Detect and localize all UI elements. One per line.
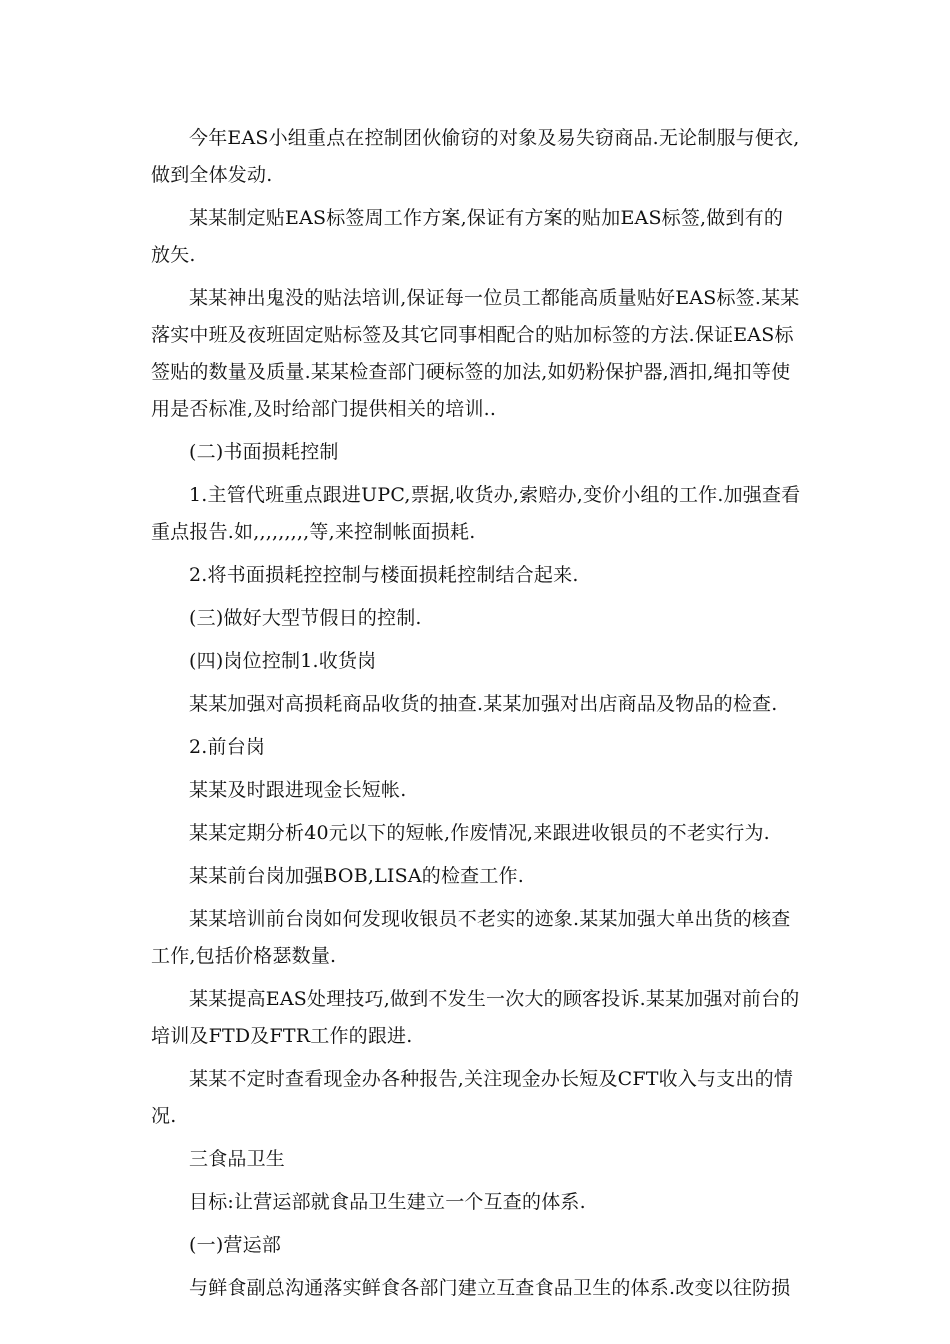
document-body [151, 120, 801, 1313]
section-heading-food-hygiene: 三食品卫生 [189, 1148, 286, 1170]
paragraph-9: 某某加强对高损耗商品收货的抽查.某某加强对出店商品及物品的检查. [189, 693, 778, 715]
paragraph-14: 某某培训前台岗如何发现收银员不老实的迹象.某某加强大单出货的核查工作,包括价格瑟数量. [151, 908, 791, 967]
section-heading-written-loss-control: (二)书面损耗控制 [189, 441, 339, 463]
paragraph-6: 2.将书面损耗控控制与楼面损耗控制结合起来. [189, 564, 579, 586]
paragraph-20: 与鲜食副总沟通落实鲜食各部门建立互查食品卫生的体系.改变以往防损 [189, 1277, 791, 1299]
paragraph-3: 某某神出鬼没的贴法培训,保证每一位员工都能高质量贴好EAS标签.某某落实中班及夜班固定贴标签及其它同事相配合的贴加标签的方法.保证EAS标签贴的数量及质量.某某检查部门硬标签的加法,如奶粉保护器,酒扣,绳扣等使用是否标准,及时给部门提供相关的培训.. [151, 287, 800, 420]
paragraph-1: 今年EAS小组重点在控制团伙偷窃的对象及易失窃商品.无论制服与便衣,做到全体发动. [151, 127, 800, 186]
section-heading-operations: (一)营运部 [189, 1234, 282, 1256]
section-heading-holiday-control: (三)做好大型节假日的控制. [189, 607, 422, 629]
paragraph-15: 某某提高EAS处理技巧,做到不发生一次大的顾客投诉.某某加强对前台的培训及FTD及FTR工作的跟进. [151, 988, 800, 1047]
paragraph-18: 目标:让营运部就食品卫生建立一个互查的体系. [189, 1191, 586, 1213]
paragraph-12: 某某定期分析40元以下的短帐,作废情况,来跟进收银员的不老实行为. [189, 822, 770, 844]
paragraph-13: 某某前台岗加强BOB,LISA的检查工作. [189, 865, 524, 887]
paragraph-5: 1.主管代班重点跟进UPC,票据,收货办,索赔办,变价小组的工作.加强查看重点报告.如,,,,,,,,,等,来控制帐面损耗. [151, 484, 801, 543]
paragraph-16: 某某不定时查看现金办各种报告,关注现金办长短及CFT收入与支出的情况. [151, 1068, 794, 1127]
paragraph-11: 某某及时跟进现金长短帐. [189, 779, 407, 801]
subheading-front-desk: 2.前台岗 [189, 736, 266, 758]
section-heading-post-control: (四)岗位控制1.收货岗 [189, 650, 377, 672]
paragraph-2: 某某制定贴EAS标签周工作方案,保证有方案的贴加EAS标签,做到有的放矢. [151, 207, 784, 266]
